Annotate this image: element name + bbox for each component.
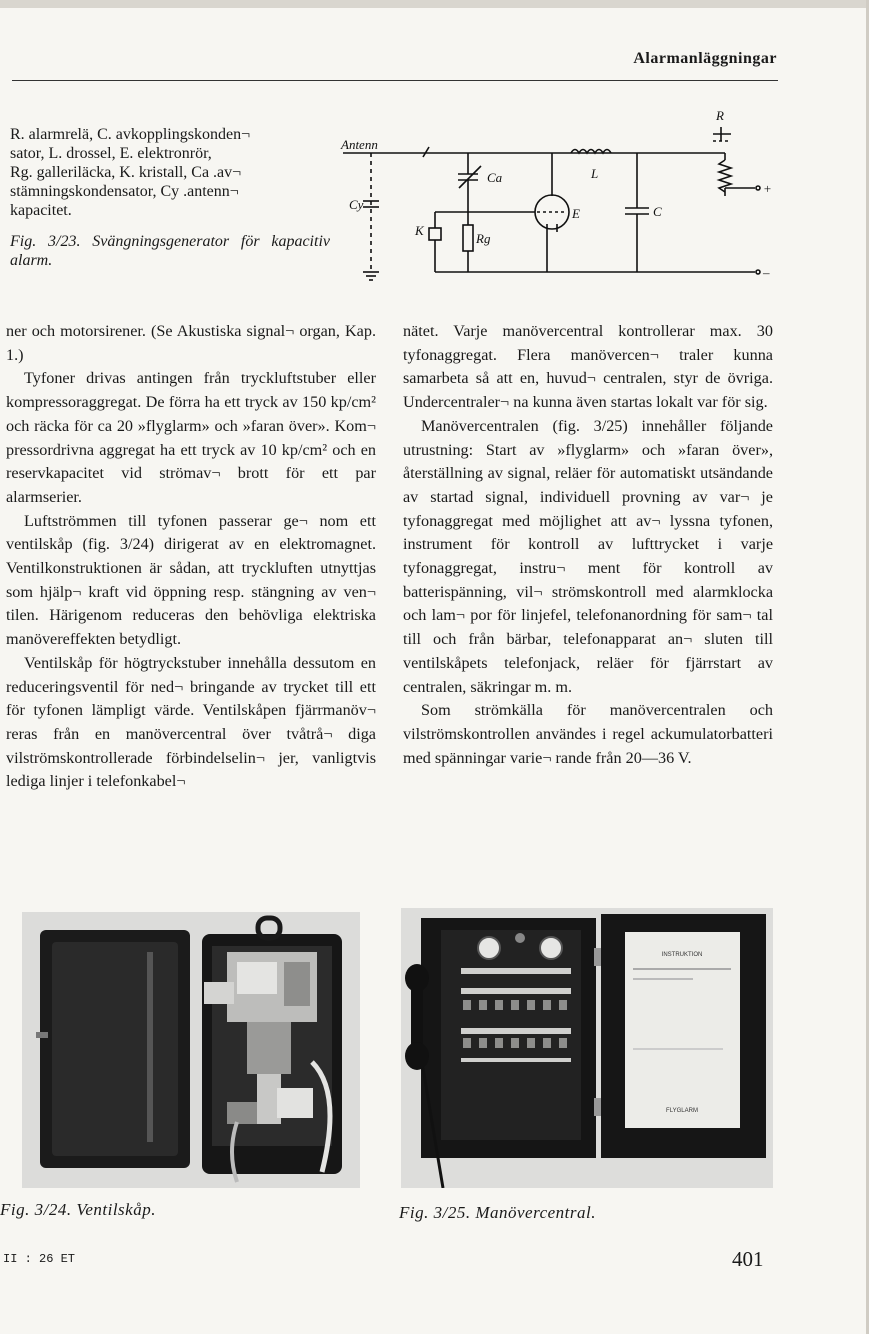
instruction-card-title: INSTRUKTION [661,952,703,958]
legend-line: sator, L. drossel, E. elektronrör, [10,145,212,162]
antenna-switch [423,147,429,157]
legend-line: stämningskondensator, Cy .antenn¬ [10,183,239,200]
running-header: Alarmanläggningar [633,50,777,67]
valve-cabinet-illustration [22,912,360,1188]
control-central-photo [401,908,773,1188]
figure-3-24-caption: Fig. 3/24. Ventilskåp. [0,1200,156,1219]
figure-3-23-caption: Fig. 3/23. Svängningsgenerator för kapacitiv alarm. [10,233,330,269]
right-column [403,320,773,770]
valve-cabinet-photo [22,912,360,1188]
control-central-illustration [401,908,773,1188]
footer-code: II : 26 ET [3,1252,76,1266]
paragraph: Tyfoner drivas antingen från tryckluftstuber eller kompressoraggregat. De förra ha ett tryck av 150 kp/cm² och räcka för ca 20 »flyglarm» och »faran över». Kom¬ pressordrivna aggregat ha ett tryck av 10 kp/cm² och en reservkapacitet vid strömav¬ brott för ett par alarmserier. [6,369,376,506]
paragraph: Manövercentralen (fig. 3/25) innehåller följande utrustning: Start av »flyglarm» och »faran över», återställning av signal, reläer för automatiskt utsändande av startad signal, individuell provning av var¬ je tyfonaggregat med möjlighet att av¬ lyssna tyfonen, instrument för kontroll av lufttrycket i varje tyfonaggregat, instru¬ ment för kontroll av batterispänning, vil¬ strömskontroll med alarmklocka och lam¬ por för linjefel, telefonanordning för sam¬ tal till och från bärbar, telefonapparat an¬ sluten till ventilskåpets telefonjack, reläer för fjärrstart av centralen, säkringar m. m. [403,416,773,696]
k-crystal [429,228,441,240]
paragraph: Ventilskåp för högtryckstuber innehålla dessutom en reduceringsventil för ned¬ bringande av trycket till ett för tyfonen lämpligt värde. Ventilskåpen fjärrmanöv¬ reras från en manövercentral över tvåtrå¬ diga vilströmskontrollerade förbindelselin¬ jer, vanligtvis lediga linjer i telefonkabel¬ [6,653,376,791]
label-rg: Rg [476,231,491,246]
figure-3-25-caption: Fig. 3/25. Manövercentral. [399,1203,596,1222]
rg-resistor [463,225,473,251]
figure-3-23-legend [10,125,330,270]
paragraph: Som strömkälla för manövercentralen och vilströmskontrollen användes i regel ackumulatorbatteri med spänningar varie¬ rande från 20—36 V. [403,701,773,767]
label-c: C [653,204,662,219]
header-rule [12,80,778,81]
legend-line: R. alarmrelä, C. avkopplingskonden¬ [10,126,251,143]
label-l: L [591,166,599,181]
label-ca: Ca [487,170,503,185]
label-antenna: Antenn [341,137,378,152]
legend-line: Rg. galleriläcka, K. kristall, Ca .av¬ [10,164,242,181]
left-column [6,320,376,794]
instruction-card-footer: FLYGLARM [666,1108,698,1114]
page-number: 401 [732,1247,764,1271]
paragraph: Luftströmmen till tyfonen passerar ge¬ nom ett ventilskåp (fig. 3/24) dirigerat av en elektromagnet. Ventilkonstruktionen är sådan, att tryckluften utnyttjas som hjälp¬ kraft vid öppning resp. stängning av ven¬ tilen. Härigenom reduceras den behövliga elektriska manövereffekten betydligt. [6,511,376,649]
ca-arrow [459,166,481,188]
oscillator-circuit-diagram [335,100,780,295]
minus-terminal [756,270,760,274]
paragraph: ner och motorsirener. (Se Akustiska signal¬ organ, Kap. 1.) [6,322,376,364]
label-cy: Cy [349,197,364,212]
legend-line: kapacitet. [10,202,72,219]
label-plus: + [763,181,772,196]
plus-terminal [756,186,760,190]
label-e: E [572,206,580,221]
label-k: K [415,223,424,238]
label-minus: – [763,265,770,280]
label-r: R [716,108,724,123]
page-top-edge [0,0,869,8]
paragraph: nätet. Varje manövercentral kontrollerar max. 30 tyfonaggregat. Flera manövercen¬ traler kunna samarbeta så att en, huvud¬ centralen, styr de övriga. Undercentraler¬ na kunna även startas lokalt var för sig. [403,322,773,412]
